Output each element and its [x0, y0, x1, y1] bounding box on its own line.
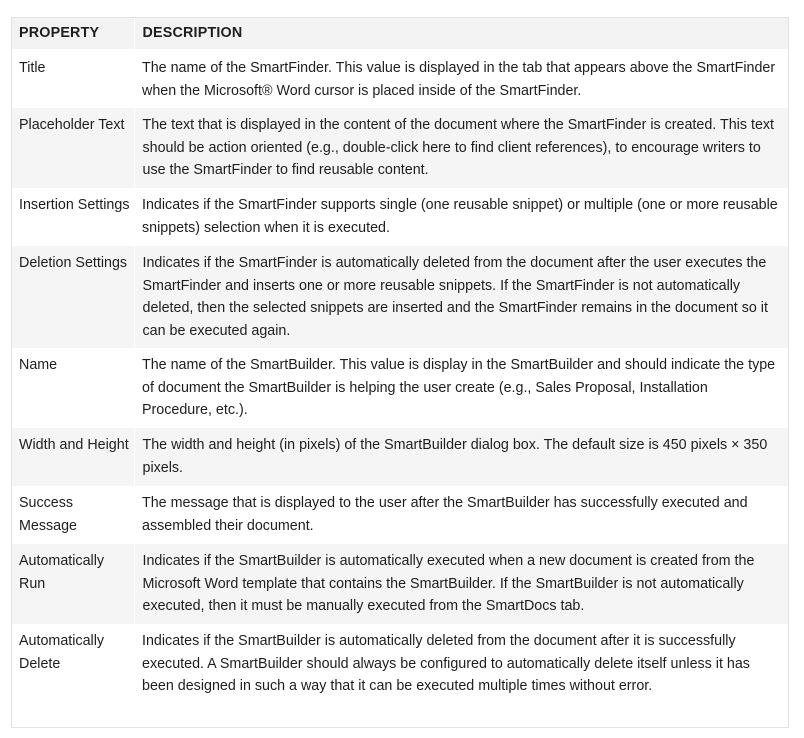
description-cell: Indicates if the SmartFinder is automatically deleted from the document after the user executes the SmartFinder and inserts one or more reusable snippets. If the SmartFinder is not automatically deleted, then the selected snippets are inserted and the SmartFinder remains in the document so it can be executed again.: [134, 246, 788, 348]
table-row: [12, 188, 788, 246]
table-row: [12, 486, 788, 544]
table-body: [12, 50, 788, 727]
table-row: [12, 624, 788, 727]
description-cell: The width and height (in pixels) of the SmartBuilder dialog box. The default size is 450 pixels × 350 pixels.: [134, 428, 788, 486]
description-cell: The message that is displayed to the user after the SmartBuilder has successfully executed and assembled their document.: [142, 495, 748, 534]
description-cell: The name of the SmartBuilder. This value is display in the SmartBuilder and should indicate the type of document the SmartBuilder is helping the user create (e.g., Sales Proposal, Installation Procedure, etc.).: [142, 357, 776, 418]
table-row: [12, 428, 788, 486]
property-cell: Name: [19, 357, 58, 373]
description-cell: The name of the SmartFinder. This value is displayed in the tab that appears above the SmartFinder when the Microsoft® Word cursor is placed inside of the SmartFinder.: [142, 60, 776, 99]
table-header: [12, 18, 788, 50]
property-cell: Title: [19, 60, 46, 76]
property-cell: Automatically Run: [12, 544, 134, 624]
header-row: [12, 18, 788, 50]
property-table: [11, 17, 789, 728]
property-cell: Automatically Delete: [19, 633, 105, 672]
property-cell: Deletion Settings: [12, 246, 134, 348]
column-header-description: DESCRIPTION: [134, 18, 788, 50]
table-row: [12, 348, 788, 428]
property-cell: Success Message: [19, 495, 78, 534]
table-row: [12, 50, 788, 108]
description-cell: Indicates if the SmartFinder supports single (one reusable snippet) or multiple (one or more reusable snippets) selection when it is executed.: [142, 197, 778, 236]
description-cell: Indicates if the SmartBuilder is automatically deleted from the document after it is successfully executed. A SmartBuilder should always be configured to automatically delete itself unless it has been designed in such a way that it can be executed multiple times without error.: [142, 633, 750, 694]
table-row: [12, 108, 788, 188]
property-cell: Width and Height: [12, 428, 134, 486]
column-header-property: PROPERTY: [12, 18, 134, 50]
table-row: [12, 544, 788, 624]
description-cell: Indicates if the SmartBuilder is automatically executed when a new document is created from the Microsoft Word template that contains the SmartBuilder. If the SmartBuilder is not automatically executed, then it must be manually executed from the SmartDocs tab.: [134, 544, 788, 624]
property-cell: Insertion Settings: [19, 197, 130, 213]
property-cell: Placeholder Text: [12, 108, 134, 188]
properties-table: [12, 18, 788, 727]
table-row: [12, 246, 788, 348]
description-cell: The text that is displayed in the content of the document where the SmartFinder is created. This text should be action oriented (e.g., double-click here to find client references), to encourage writers to use the SmartFinder to find reusable content.: [134, 108, 788, 188]
